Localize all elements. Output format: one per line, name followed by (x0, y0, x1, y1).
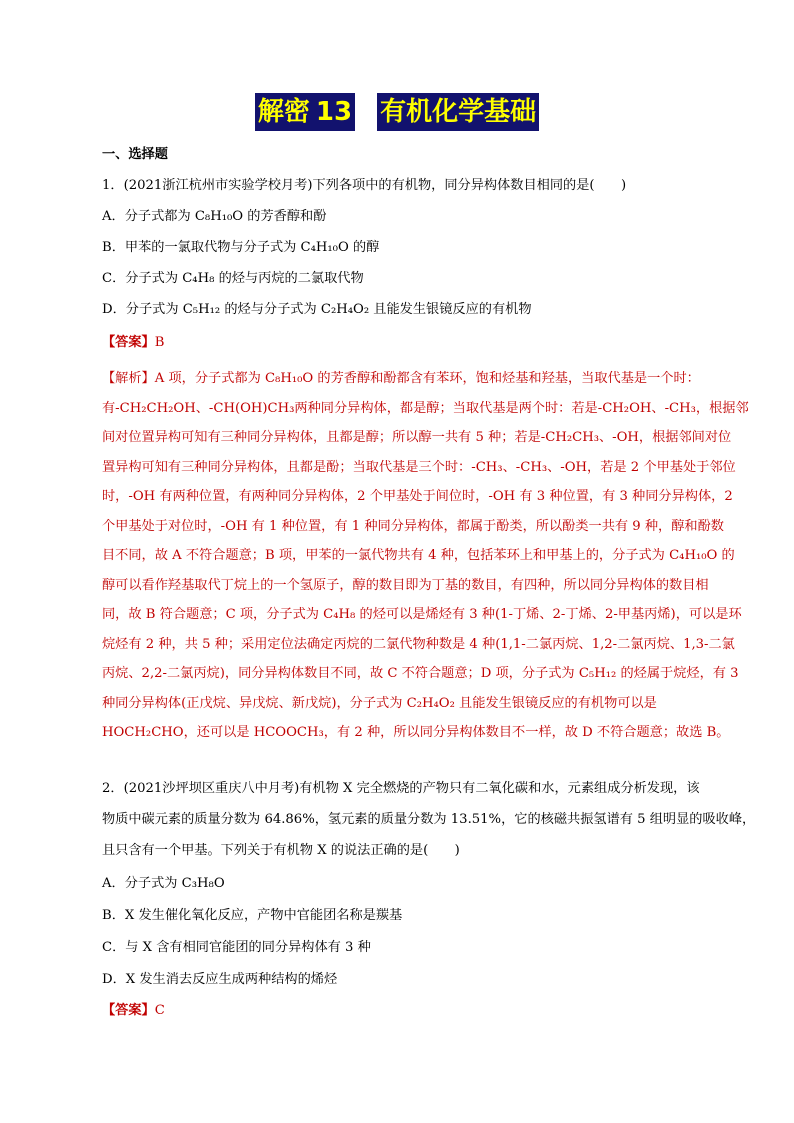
title-part-3: 有机化学基础 (377, 93, 539, 131)
analysis-line: 种同分异构体(正戊烷、异戊烷、新戊烷)，分子式为 C₂H₄O₂ 且能发生银镜反应的有机物可以是 (102, 695, 657, 711)
title-part-1: 解密 (255, 93, 313, 131)
analysis-line: 醇可以看作羟基取代丁烷上的一个氢原子，醇的数目即为丁基的数目，有四种，所以同分异构体的数目相 (102, 577, 709, 593)
q2-option-a: A．分子式为 C₃H₈O (102, 876, 225, 891)
q1-answer (102, 333, 164, 353)
analysis-line: 时，-OH 有两种位置，有两种同分异构体，2 个甲基处于间位时，-OH 有 3 种位置，有 3 种同分异构体，2 (102, 489, 733, 504)
analysis-line: 烷烃有 2 种，共 5 种；采用定位法确定丙烷的二氯代物种数是 4 种(1,1-二氯丙烷、1,2-二氯丙烷、1,3-二氯 (102, 636, 735, 652)
q2-stem-line-2: 物质中碳元素的质量分数为 64.86%，氢元素的质量分数为 13.51%，它的核磁共振氢谱有 5 组明显的吸收峰， (102, 812, 756, 827)
analysis-line: 【解析】A 项，分子式都为 C₈H₁₀O 的芳香醇和酚都含有苯环，饱和烃基和羟基，当取代基是一个时： (102, 371, 700, 386)
analysis-line: 有-CH₂CH₂OH、-CH(OH)CH₃两种同分异构体，都是醇；当取代基是两个时：若是-CH₂OH、-CH₃，根据邻 (102, 400, 749, 416)
q2-option-c: C．与 X 含有相同官能团的同分异构体有 3 种 (102, 940, 371, 955)
title-part-2: 13 (313, 93, 355, 131)
q1-option-b: B．甲苯的一氯取代物与分子式为 C₄H₁₀O 的醇 (102, 240, 380, 255)
q1-stem: 1．(2021浙江杭州市实验学校月考)下列各项中的有机物，同分异构体数目相同的是( ) (102, 178, 627, 193)
q2-answer (102, 1001, 165, 1021)
q2-option-d: D．X 发生消去反应生成两种结构的烯烃 (102, 972, 338, 987)
analysis-line: 同，故 B 符合题意；C 项，分子式为 C₄H₈ 的烃可以是烯烃有 3 种(1-丁烯、2-丁烯、2-甲基丙烯)，可以是环 (102, 607, 742, 622)
section-heading: 一、选择题 (102, 147, 168, 162)
title-block (0, 93, 794, 131)
page-title (255, 93, 539, 131)
analysis-line: 丙烷、2,2-二氯丙烷)，同分异构体数目不同，故 C 不符合题意；D 项，分子式为 C₅H₁₂ 的烃属于烷烃，有 3 (102, 666, 739, 681)
q2-stem-line-1: 2．(2021沙坪坝区重庆八中月考)有机物 X 完全燃烧的产物只有二氧化碳和水，元素组成分析发现，该 (102, 781, 700, 796)
analysis-line: 间对位置异构可知有三种同分异构体，且都是醇；所以醇一共有 5 种；若是-CH₂CH₃、-OH，根据邻间对位 (102, 430, 732, 445)
analysis-line: 个甲基处于对位时，-OH 有 1 种位置，有 1 种同分异构体，都属于酚类，所以酚类一共有 9 种，醇和酚数 (102, 518, 724, 534)
analysis-line: HOCH₂CHO，还可以是 HCOOCH₃，有 2 种，所以同分异构体数目不一样，故 D 不符合题意；故选 B。 (102, 725, 730, 740)
q2-answer-tag: 【答案】 (102, 1003, 155, 1018)
q1-option-c: C．分子式为 C₄H₈ 的烃与丙烷的二氯取代物 (102, 271, 364, 286)
analysis-line: 目不同，故 A 不符合题意；B 项，甲苯的一氯代物共有 4 种，包括苯环上和甲基上的，分子式为 C₄H₁₀O 的 (102, 548, 735, 563)
q1-analysis (102, 364, 749, 748)
q2-stem-line-3: 且只含有一个甲基。下列关于有机物 X 的说法正确的是( ) (102, 843, 460, 858)
q2-option-b: B．X 发生催化氧化反应，产物中官能团名称是羰基 (102, 908, 403, 923)
q1-option-d: D．分子式为 C₅H₁₂ 的烃与分子式为 C₂H₄O₂ 且能发生银镜反应的有机物 (102, 302, 532, 317)
analysis-line: 置异构可知有三种同分异构体，且都是酚；当取代基是三个时：-CH₃、-CH₃、-OH，若是 2 个甲基处于邻位 (102, 459, 736, 475)
q1-option-a: A．分子式都为 C₈H₁₀O 的芳香醇和酚 (102, 209, 327, 224)
q1-answer-tag: 【答案】 (102, 335, 155, 350)
q2-answer-value: C (154, 1003, 165, 1018)
q1-answer-value: B (154, 335, 165, 350)
